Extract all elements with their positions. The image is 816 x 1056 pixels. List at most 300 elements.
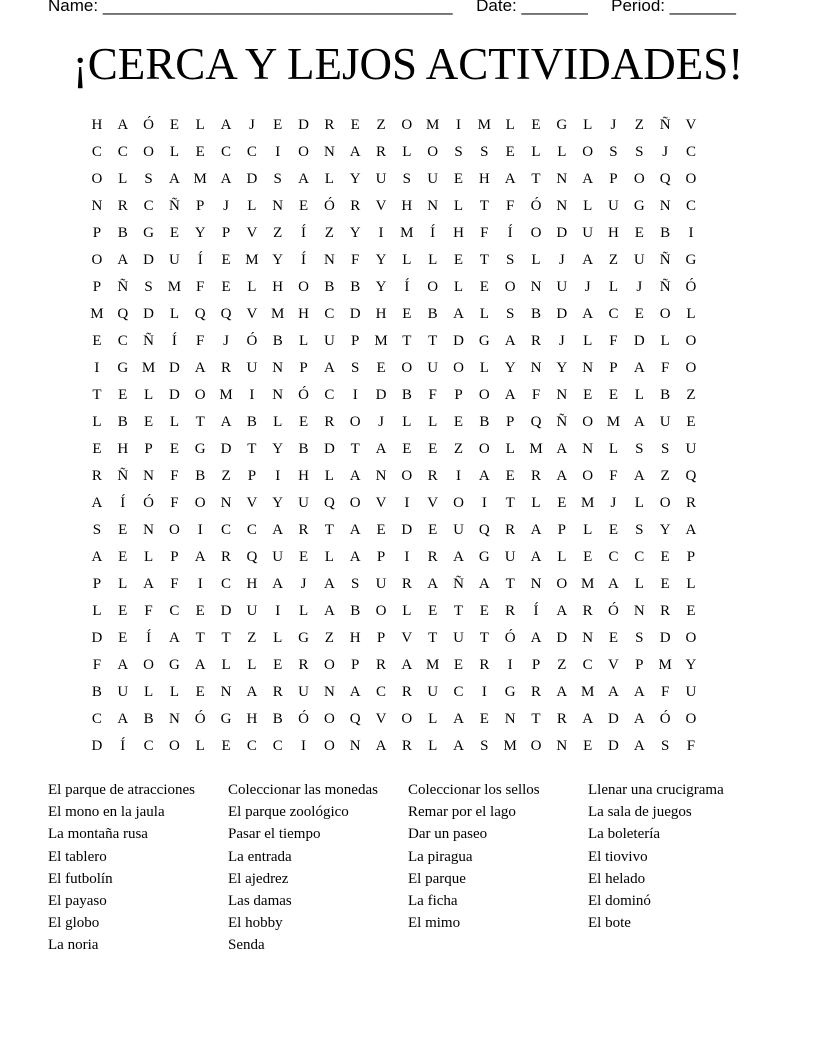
grid-letter: Ñ	[659, 252, 671, 268]
grid-letter: G	[478, 549, 490, 565]
grid-letter: R	[272, 684, 283, 700]
grid-letter: N	[375, 468, 387, 484]
grid-letter: O	[685, 711, 697, 727]
grid-letter: U	[375, 576, 387, 592]
grid-letter: M	[580, 576, 595, 592]
grid-letter: O	[323, 657, 335, 673]
grid-letter: E	[221, 738, 231, 754]
grid-letter: P	[221, 225, 231, 241]
grid-letter: J	[610, 495, 617, 511]
grid-letter: U	[117, 684, 129, 700]
grid-letter: G	[556, 117, 568, 133]
grid-letter: A	[323, 360, 335, 376]
grid-letter: H	[375, 306, 387, 322]
header-fields	[48, 0, 736, 16]
grid-letter: A	[582, 306, 594, 322]
grid-letter: H	[246, 576, 258, 592]
grid-letter: D	[401, 522, 413, 538]
grid-letter: O	[401, 468, 413, 484]
grid-letter: M	[426, 657, 440, 673]
word-item: La piragua	[408, 848, 473, 865]
grid-letter: C	[143, 198, 154, 214]
grid-letter: A	[323, 603, 335, 619]
grid-letter: G	[478, 333, 490, 349]
grid-letter: E	[118, 522, 128, 538]
grid-letter: I	[507, 657, 513, 673]
grid-letter: C	[324, 387, 335, 403]
grid-letter: E	[453, 414, 464, 430]
grid-letter: B	[660, 225, 671, 241]
grid-letter: J	[662, 144, 669, 160]
grid-letter: Z	[557, 657, 567, 673]
grid-row	[84, 220, 704, 247]
grid-letter: Z	[221, 468, 231, 484]
grid-letter: P	[557, 522, 566, 538]
grid-letter: E	[195, 603, 205, 619]
word-item: El ajedrez	[228, 870, 289, 887]
grid-letter: M	[503, 738, 517, 754]
grid-letter: E	[453, 252, 464, 268]
grid-letter: R	[376, 657, 387, 673]
grid-letter: R	[505, 603, 516, 619]
word-item: El bote	[588, 915, 631, 932]
grid-letter: O	[659, 306, 671, 322]
grid-letter: Í	[120, 495, 126, 511]
grid-letter: A	[168, 171, 180, 187]
grid-letter: L	[402, 414, 412, 430]
grid-letter: M	[426, 117, 440, 133]
grid-letter: A	[91, 495, 103, 511]
grid-letter: N	[633, 603, 645, 619]
grid-letter: R	[324, 414, 335, 430]
grid-letter: T	[505, 576, 515, 592]
grid-letter: D	[608, 738, 619, 754]
grid-letter: C	[376, 684, 387, 700]
grid-letter: R	[298, 522, 309, 538]
grid-letter: T	[221, 630, 231, 646]
grid-letter: O	[401, 117, 413, 133]
grid-letter: E	[583, 387, 593, 403]
grid-letter: A	[556, 441, 568, 457]
grid-row	[84, 625, 704, 652]
grid-letter: D	[220, 441, 232, 457]
grid-letter: F	[351, 252, 360, 268]
grid-letter: B	[272, 333, 283, 349]
grid-letter: Y	[194, 225, 206, 241]
date-label: Date:	[476, 0, 517, 15]
grid-letter: T	[195, 414, 205, 430]
page-title: ¡CERCA Y LEJOS ACTIVIDADES!	[72, 39, 744, 89]
word-column	[588, 779, 768, 957]
grid-row	[84, 544, 704, 571]
grid-letter: A	[349, 522, 361, 538]
grid-letter: L	[402, 603, 412, 619]
grid-letter: G	[220, 711, 232, 727]
grid-letter: F	[686, 738, 696, 754]
grid-letter: O	[349, 495, 361, 511]
grid-letter: R	[530, 468, 541, 484]
grid-letter: D	[375, 387, 387, 403]
grid-letter: I	[378, 225, 384, 241]
grid-letter: Y	[375, 252, 387, 268]
grid-letter: A	[530, 522, 542, 538]
grid-letter: B	[427, 306, 438, 322]
grid-letter: J	[248, 117, 255, 133]
grid-letter: O	[401, 711, 413, 727]
grid-letter: S	[144, 279, 153, 295]
grid-letter: H	[91, 117, 103, 133]
grid-letter: P	[531, 657, 541, 673]
grid-letter: C	[221, 576, 232, 592]
grid-letter: F	[196, 279, 205, 295]
grid-letter: O	[633, 171, 645, 187]
grid-letter: Ñ	[453, 576, 464, 592]
grid-letter: G	[633, 198, 645, 214]
grid-letter: Q	[478, 522, 490, 538]
grid-letter: L	[428, 414, 438, 430]
grid-letter: N	[582, 441, 594, 457]
word-item: La boletería	[588, 826, 661, 843]
grid-letter: R	[91, 468, 102, 484]
grid-letter: Z	[634, 117, 644, 133]
grid-letter: E	[118, 549, 128, 565]
grid-letter: N	[349, 738, 361, 754]
grid-letter: I	[275, 468, 281, 484]
grid-letter: U	[298, 495, 309, 511]
grid-letter: L	[479, 360, 489, 376]
word-item: El tiovivo	[588, 848, 648, 865]
grid-letter: Z	[453, 441, 464, 457]
grid-letter: R	[350, 198, 361, 214]
grid-letter: M	[90, 306, 104, 322]
word-item: La montaña rusa	[48, 826, 148, 843]
grid-letter: L	[92, 414, 102, 430]
grid-letter: Z	[247, 630, 257, 646]
grid-letter: Z	[660, 468, 670, 484]
grid-row	[84, 409, 704, 436]
grid-letter: E	[221, 279, 231, 295]
grid-letter: G	[168, 657, 180, 673]
grid-letter: O	[427, 144, 439, 160]
grid-letter: D	[608, 711, 619, 727]
grid-letter: Ñ	[556, 414, 568, 430]
grid-row	[84, 733, 704, 760]
grid-letter: Y	[375, 279, 387, 295]
grid-letter: N	[323, 144, 335, 160]
grid-letter: P	[609, 171, 618, 187]
grid-letter: T	[92, 387, 102, 403]
grid-letter: L	[686, 576, 696, 592]
grid-letter: T	[531, 711, 541, 727]
grid-letter: E	[479, 603, 489, 619]
grid-letter: E	[195, 684, 205, 700]
grid-letter: A	[633, 360, 645, 376]
grid-letter: M	[193, 171, 207, 187]
grid-letter: C	[117, 333, 128, 349]
grid-letter: V	[246, 495, 258, 511]
grid-letter: U	[556, 279, 568, 295]
grid-letter: Q	[530, 414, 542, 430]
grid-letter: E	[169, 117, 179, 133]
grid-letter: F	[92, 657, 102, 673]
grid-letter: U	[608, 198, 619, 214]
word-item: El parque de atracciones	[48, 782, 196, 798]
grid-letter: S	[635, 522, 644, 538]
grid-letter: T	[479, 630, 489, 646]
grid-letter: F	[505, 198, 515, 214]
grid-letter: U	[427, 360, 439, 376]
grid-letter: Í	[301, 252, 307, 268]
grid-letter: Ó	[608, 603, 619, 619]
grid-letter: S	[454, 144, 463, 160]
grid-letter: E	[479, 279, 489, 295]
grid-letter: P	[299, 360, 308, 376]
grid-letter: A	[582, 711, 594, 727]
grid-letter: L	[195, 117, 205, 133]
grid-letter: O	[556, 576, 568, 592]
grid-letter: G	[143, 225, 154, 241]
word-item: Dar un paseo	[408, 826, 488, 843]
grid-letter: C	[91, 144, 102, 160]
grid-letter: E	[143, 414, 154, 430]
grid-letter: B	[272, 711, 283, 727]
grid-letter: C	[685, 144, 696, 160]
grid-letter: D	[246, 171, 258, 187]
grid-letter: A	[685, 522, 697, 538]
grid-letter: B	[91, 684, 102, 700]
grid-letter: R	[427, 468, 438, 484]
grid-letter: I	[404, 495, 410, 511]
grid-letter: A	[91, 549, 103, 565]
grid-letter: R	[427, 549, 438, 565]
grid-letter: R	[582, 603, 593, 619]
grid-letter: M	[219, 387, 233, 403]
grid-letter: E	[118, 387, 128, 403]
grid-letter: U	[685, 441, 697, 457]
grid-letter: B	[195, 468, 206, 484]
grid-letter: A	[194, 549, 206, 565]
grid-letter: D	[556, 630, 568, 646]
word-item: El payaso	[48, 893, 107, 910]
grid-letter: Y	[556, 360, 568, 376]
grid-letter: I	[481, 684, 487, 700]
grid-letter: E	[479, 711, 489, 727]
grid-letter: A	[323, 576, 335, 592]
grid-letter: C	[221, 144, 232, 160]
grid-letter: O	[143, 144, 154, 160]
grid-letter: P	[686, 549, 696, 565]
grid-letter: V	[375, 711, 387, 727]
word-item: El futbolín	[48, 870, 113, 887]
grid-letter: U	[323, 333, 335, 349]
grid-letter: C	[324, 306, 335, 322]
grid-letter: Z	[273, 225, 283, 241]
grid-letter: L	[531, 144, 541, 160]
grid-letter: J	[378, 414, 384, 430]
grid-letter: B	[246, 414, 257, 430]
grid-letter: A	[530, 549, 542, 565]
grid-letter: Í	[146, 630, 152, 646]
grid-letter: L	[118, 576, 128, 592]
grid-letter: T	[453, 603, 464, 619]
grid-letter: N	[556, 198, 568, 214]
grid-letter: A	[220, 117, 232, 133]
grid-letter: E	[608, 387, 619, 403]
grid-letter: T	[531, 171, 541, 187]
grid-letter: O	[582, 144, 594, 160]
grid-letter: C	[634, 549, 645, 565]
grid-letter: R	[401, 738, 412, 754]
grid-letter: D	[220, 603, 232, 619]
grid-letter: L	[143, 684, 154, 700]
grid-letter: E	[376, 360, 386, 376]
word-item: Coleccionar las monedas	[228, 782, 378, 798]
grid-letter: P	[454, 387, 463, 403]
grid-letter: N	[530, 576, 542, 592]
grid-letter: U	[685, 684, 697, 700]
grid-letter: Ó	[298, 387, 309, 403]
grid-letter: C	[582, 657, 593, 673]
word-item: Senda	[228, 937, 265, 954]
grid-letter: R	[221, 360, 232, 376]
grid-letter: M	[141, 360, 156, 376]
grid-letter: Í	[171, 333, 177, 349]
grid-letter: C	[608, 549, 619, 565]
grid-letter: Q	[246, 549, 258, 565]
grid-letter: F	[660, 360, 670, 376]
grid-letter: A	[504, 387, 516, 403]
grid-letter: J	[223, 198, 229, 214]
grid-letter: O	[298, 144, 309, 160]
grid-row	[84, 436, 704, 463]
grid-letter: N	[556, 387, 568, 403]
grid-letter: D	[556, 306, 568, 322]
grid-letter: G	[685, 252, 697, 268]
grid-letter: R	[376, 144, 387, 160]
grid-letter: U	[427, 684, 439, 700]
grid-letter: Q	[659, 171, 671, 187]
grid-letter: E	[634, 306, 644, 322]
grid-letter: T	[428, 333, 438, 349]
grid-letter: H	[298, 468, 309, 484]
grid-letter: J	[223, 333, 229, 349]
grid-letter: L	[169, 684, 179, 700]
grid-letter: B	[479, 414, 490, 430]
grid-letter: N	[504, 711, 516, 727]
grid-letter: T	[247, 441, 257, 457]
grid-letter: L	[298, 603, 309, 619]
grid-letter: L	[273, 414, 283, 430]
grid-letter: O	[143, 657, 154, 673]
grid-letter: A	[633, 684, 645, 700]
grid-letter: A	[504, 171, 516, 187]
grid-letter: D	[633, 333, 645, 349]
grid-letter: S	[635, 144, 644, 160]
grid-letter: B	[117, 414, 128, 430]
grid-letter: P	[92, 225, 102, 241]
grid-letter: B	[401, 387, 412, 403]
grid-letter: F	[480, 225, 489, 241]
grid-letter: O	[530, 738, 542, 754]
grid-letter: N	[582, 630, 594, 646]
grid-letter: F	[660, 684, 670, 700]
grid-letter: I	[352, 387, 358, 403]
grid-letter: L	[505, 117, 515, 133]
grid-letter: C	[143, 738, 154, 754]
grid-letter: C	[246, 522, 257, 538]
grid-letter: Ñ	[168, 198, 180, 214]
grid-letter: Ñ	[659, 279, 671, 295]
grid-letter: Z	[608, 252, 619, 268]
grid-letter: O	[582, 468, 594, 484]
grid-letter: F	[428, 387, 437, 403]
grid-letter: S	[402, 171, 412, 187]
grid-letter: N	[427, 198, 439, 214]
grid-letter: A	[272, 522, 284, 538]
grid-letter: V	[246, 306, 258, 322]
grid-letter: E	[453, 657, 464, 673]
word-item: Llenar una crucigrama	[588, 782, 724, 798]
grid-letter: P	[92, 576, 102, 592]
grid-letter: C	[685, 198, 696, 214]
grid-letter: E	[505, 468, 515, 484]
grid-letter: E	[686, 603, 696, 619]
word-item: El tablero	[48, 848, 107, 865]
grid-letter: B	[117, 225, 128, 241]
grid-letter: N	[143, 522, 154, 538]
grid-row	[84, 679, 704, 706]
grid-letter: E	[195, 144, 205, 160]
grid-letter: N	[323, 684, 335, 700]
grid-letter: V	[375, 495, 387, 511]
grid-letter: I	[94, 360, 100, 376]
grid-letter: R	[324, 117, 335, 133]
grid-letter: Y	[272, 441, 284, 457]
grid-letter: A	[349, 144, 361, 160]
grid-letter: A	[608, 576, 619, 592]
grid-letter: C	[117, 144, 128, 160]
grid-letter: P	[351, 657, 360, 673]
grid-letter: E	[273, 657, 283, 673]
grid-letter: E	[608, 522, 619, 538]
grid-letter: N	[168, 711, 180, 727]
grid-letter: T	[195, 630, 205, 646]
grid-letter: Ñ	[117, 468, 129, 484]
grid-letter: B	[350, 279, 361, 295]
grid-letter: S	[660, 738, 670, 754]
grid-letter: U	[453, 522, 464, 538]
grid-letter: D	[453, 333, 464, 349]
grid-letter: C	[246, 738, 257, 754]
grid-letter: A	[556, 468, 568, 484]
grid-letter: C	[91, 711, 102, 727]
grid-letter: V	[375, 198, 387, 214]
grid-letter: I	[249, 387, 255, 403]
grid-letter: M	[529, 441, 543, 457]
grid-letter: I	[197, 576, 203, 592]
grid-letter: L	[324, 549, 334, 565]
grid-row	[84, 139, 704, 166]
grid-letter: D	[143, 252, 154, 268]
grid-letter: O	[453, 495, 464, 511]
grid-letter: O	[349, 414, 361, 430]
grid-letter: A	[168, 630, 180, 646]
grid-letter: P	[505, 414, 515, 430]
grid-letter: S	[351, 360, 360, 376]
word-item: El hobby	[228, 915, 283, 932]
grid-letter: P	[351, 333, 360, 349]
grid-letter: C	[246, 144, 257, 160]
